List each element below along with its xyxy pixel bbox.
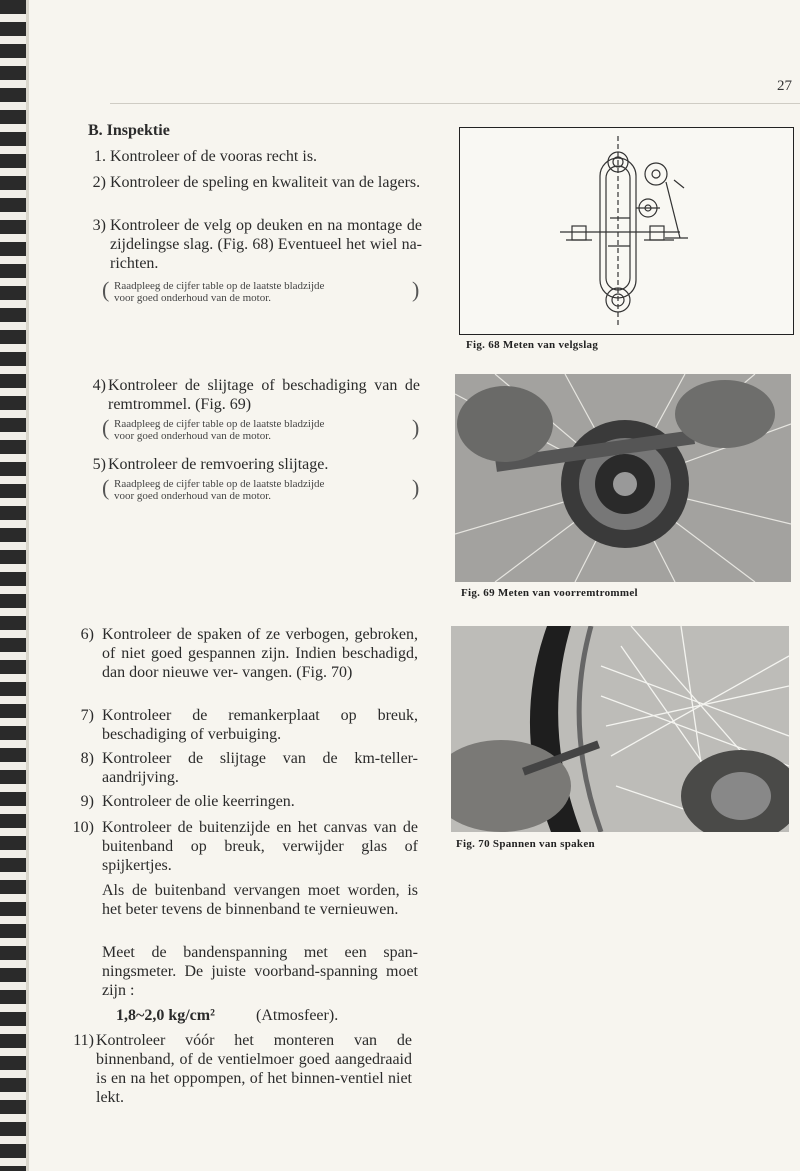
figure-69-caption: Fig. 69 Meten van voorremtrommel [461, 587, 638, 599]
list-item: Kontroleer de slijtage van de km-teller- aandrijving. [102, 750, 418, 786]
item-number: 6) [80, 626, 94, 643]
spoke-tension-photo [451, 626, 789, 832]
item-number: 8) [80, 750, 94, 767]
pressure-unit: (Atmosfeer). [256, 1007, 339, 1024]
figure-68-diagram [459, 127, 794, 335]
list-item: Kontroleer de speling en kwaliteit van de lagers. [110, 174, 421, 191]
list-item: Kontroleer de buitenzijde en het canvas van de buitenband op breuk, verwijder glas of spijkertjes. [102, 819, 418, 874]
page-edge [26, 0, 29, 1171]
note-line-1: Raadpleeg de cijfer table op de laatste bladzijde [114, 280, 325, 292]
list-item: Kontroleer de velg op deuken en na montage de zijdelingse slag. (Fig. 68) Eventueel het wiel na-richten. [110, 217, 422, 272]
page-number: 27 [777, 78, 792, 94]
maintenance-note: ( Raadpleeg de cijfer table op de laatste bladzijde voor goed onderhoud van de motor. ) [106, 280, 426, 304]
item-number: 9) [80, 793, 94, 810]
item-number: 5) [92, 456, 106, 473]
list-item: Kontroleer de remvoering slijtage. [108, 456, 329, 473]
list-item: Kontroleer de slijtage of beschadiging van de remtrommel. (Fig. 69) [108, 377, 420, 413]
tire-paragraph: Als de buitenband vervangen moet worden, is het beter tevens de binnenband te vernieuwen. [102, 882, 418, 918]
brake-drum-photo [455, 374, 791, 582]
note-line-1: Raadpleeg de cijfer table op de laatste bladzijde [114, 478, 325, 490]
list-item: Kontroleer de remankerplaat op breuk, beschadiging of verbuiging. [102, 707, 418, 743]
maintenance-note: ( Raadpleeg de cijfer table op de laatste bladzijde voor goed onderhoud van de motor. ) [106, 418, 426, 442]
list-item: Kontroleer vóór het monteren van de binnenband, of de ventielmoer goed aangedraaid is en na het oppompen, of het binnen-ventiel niet lekt. [96, 1032, 412, 1106]
list-item: Kontroleer of de vooras recht is. [110, 148, 318, 165]
binding-holes [0, 0, 26, 1171]
figure-68-caption: Fig. 68 Meten van velgslag [466, 339, 599, 351]
figure-70-photo [451, 626, 789, 832]
item-number: 3) [92, 217, 106, 234]
item-number: 2) [92, 174, 106, 191]
header-rule [110, 103, 800, 104]
item-number: 7) [80, 707, 94, 724]
section-heading: B. Inspektie [88, 122, 170, 139]
list-item: Kontroleer de olie keerringen. [102, 793, 295, 810]
note-line-1: Raadpleeg de cijfer table op de laatste bladzijde [114, 418, 325, 430]
pressure-value: 1,8~2,0 kg/cm² [116, 1007, 215, 1024]
note-line-2: voor goed onderhoud van de motor. [114, 490, 272, 502]
item-number: 11) [73, 1032, 94, 1049]
wheel-runout-diagram [460, 128, 793, 334]
pressure-paragraph: Meet de bandenspanning met een span- ningsmeter. De juiste voorband-spanning moet zijn : [102, 944, 418, 999]
item-number: 1. [94, 148, 106, 165]
item-number: 4) [92, 377, 106, 394]
list-item: Kontroleer de spaken of ze verbogen, gebroken, of niet goed gespannen zijn. Indien beschadigd, dan door nieuwe ver- vangen. (Fig. 70) [102, 626, 418, 681]
note-line-2: voor goed onderhoud van de motor. [114, 430, 272, 442]
figure-69-photo [455, 374, 791, 582]
note-line-2: voor goed onderhoud van de motor. [114, 292, 272, 304]
figure-70-caption: Fig. 70 Spannen van spaken [456, 838, 595, 850]
item-number: 10) [72, 819, 94, 836]
maintenance-note: ( Raadpleeg de cijfer table op de laatste bladzijde voor goed onderhoud van de motor. ) [106, 478, 426, 502]
